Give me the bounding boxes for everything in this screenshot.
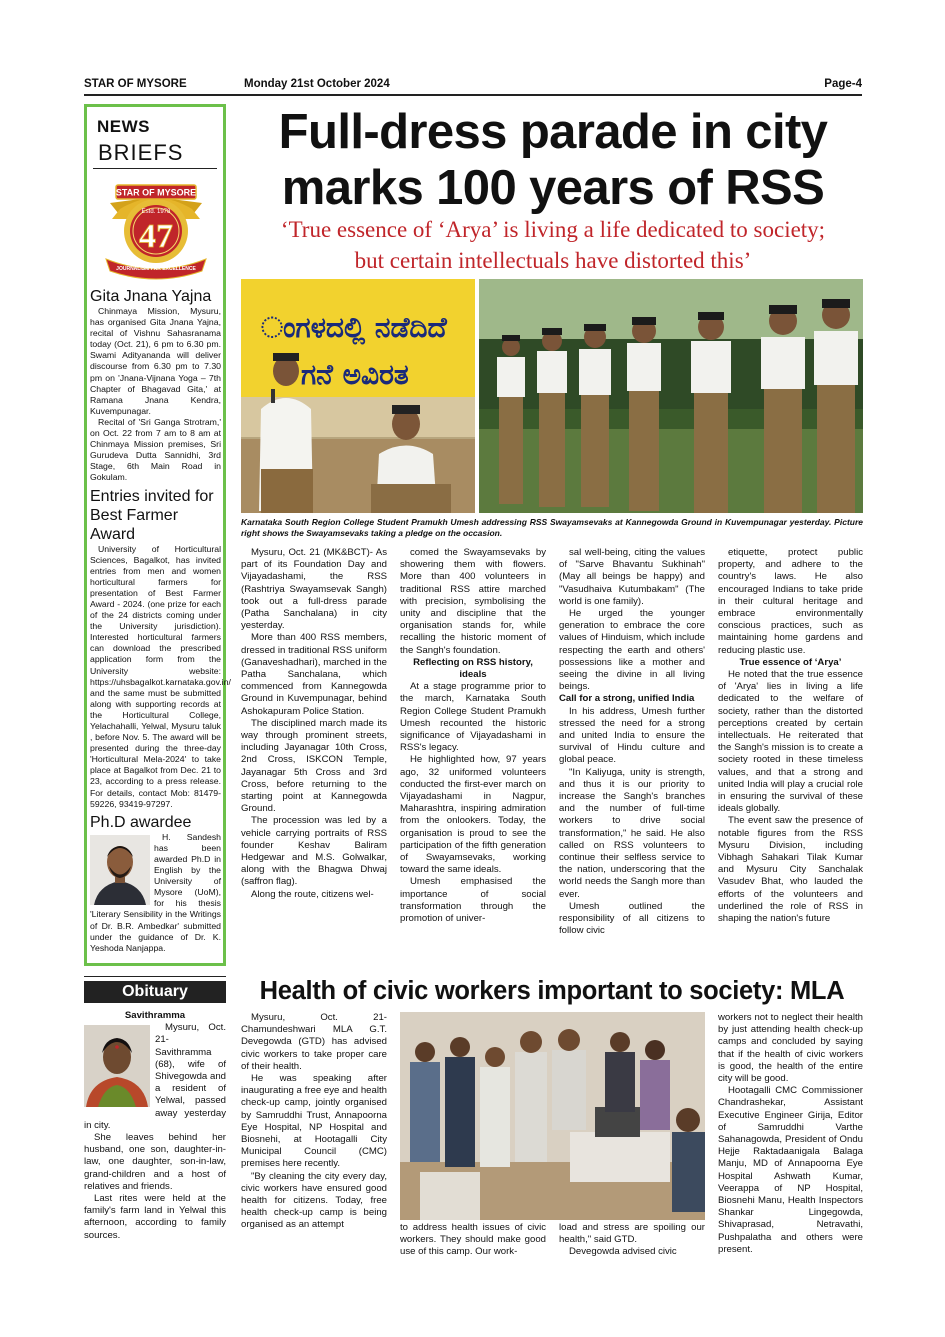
paper-name: STAR OF MYSORE bbox=[84, 78, 187, 90]
obituary-photo bbox=[84, 1025, 150, 1107]
brief-heading: Entries invited for Best Farmer Award bbox=[90, 487, 214, 543]
main-headline: Full-dress parade in city marks 100 years of RSS bbox=[278, 105, 828, 215]
story-column: workers not to neglect their health by just attending health check-up camps and concluded by saying that if the health of civic workers is good, the health of the entire city will be good. Hootagalli CMC Commissioner Chandrashekar, Assistant Executive Engineer Girija, Editor of Samruddhi Varthe Sahanagowda, President of Ondu Hejje Raktadaanigala Balaga Manju, MD of Annapoorna Eye Hospital Ashwath Kumar, Veerappa of NP Hospital, Biosnehi Manu, Health Inspectors Shankar Lingegowda, Shivaprasad, Netravathi, Pushpalatha and others were present. bbox=[718, 1012, 863, 1255]
main-subheadline: ‘True essence of ‘Arya’ is living a life dedicated to society; but certain intellectuals have distorted this’ bbox=[280, 217, 826, 273]
brief-heading: Gita Jnana Yajna bbox=[90, 288, 212, 305]
banner-text: ಗನೆ ಅವಿರತ bbox=[301, 358, 409, 391]
logo-number: 47 bbox=[139, 218, 173, 255]
health-headline: Health of civic workers important to society: MLA bbox=[259, 977, 845, 1005]
obituary-body: Savithramma Mysuru, Oct. 21- Savithramma (68), wife of Shivegowda and a resident of Yelwal, passed away yesterday in city. She leaves behind her husband, one son, daughter-in-law, one daughter, son-in-law, grand-children and a host of relatives and friends. Last rites were held at the family's farm land in Yelwal this afternoon, according to family sources. bbox=[84, 1010, 226, 1241]
briefs-title-top: NEWS bbox=[97, 117, 150, 136]
brief-body: Chinmaya Mission, Mysuru, has organised Gita Jnana Yajna, recital of Vishnu Sahasranama today (Oct. 21), 6 pm to 6.30 pm. Swami Adityananda will deliver discourse from 6.30 pm to 7.30 pm on 'Jnana-Vijnana Yoga – 7th Chapter of Bhagavad Gita,' at Ramana Jnana Kendra, Kuvempunagar. Recital of 'Sri Ganga Strotram,' on Oct. 22 from 7 am to 8 am at Chinmaya Mission premises, Sri Gurudeva Dutta Sannidhi, 3rd Stage, 6th Main Road in Gokulam. bbox=[90, 306, 221, 483]
photo-swayamsevaks-pledge bbox=[479, 279, 863, 513]
briefs-title-bottom: BRIEFS bbox=[98, 140, 184, 165]
section-subhead: True essence of ‘Arya’ bbox=[739, 656, 842, 668]
logo-top-text: STAR OF MYSORE bbox=[115, 187, 197, 198]
story-column: comed the Swayamsevaks by showering them with flowers. More than 400 volunteers in traditional RSS attire marched with precision, symbolising the unity and discipline that the organisation stands for, while recalling the historic moment of the Sangh's foundation. Reflecting on RSS history, ideals At a stage programme prior to the march, Karnataka South Region College Student Pramukh Umesh recounted the historic significance of Vijayadashami in RSS's legacy. He highlighted how, 97 years ago, 32 uniformed volunteers conducted the first-ever march on Vijayadashami in Nagpur, Maharashtra, inspiring admiration from the onlookers. Today, the organisation is proud to see the participation of the fifth generation of Swayamsevaks, working toward the same ideals. Umesh emphasised the importance of social transformation through the promotion of univer- bbox=[400, 547, 546, 925]
story-column: sal well-being, citing the values of "Sarve Bhavantu Sukhinah" (May all beings be happy) and "Vasudhaiva Kutumbakam" (The world is one family). He urged the younger generation to embrace the core values of Hinduism, which include respecting the earth and others' possessions like a mother and seeing the divine in all living beings. Call for a strong, unified India In his address, Umesh further stressed the need for a strong and united India to ensure the survival of Hindu culture and global peace. "In Kaliyuga, unity is strength, and thus it is our priority to increase the Sangh's branches and the number of full-time workers to drive social transformation," he said. He also called on RSS volunteers to continue their selfless service to the nation, underscoring that the world needs the Sangh more than ever. Umesh outlined the responsibility of all citizens to follow civic bbox=[559, 547, 705, 937]
news-briefs-box bbox=[84, 104, 231, 966]
obituary-title: Obituary bbox=[84, 981, 226, 1003]
story-column: load and stress are spoiling our health," said GTD. Devegowda advised civic bbox=[559, 1222, 705, 1258]
page-number: Page-4 bbox=[824, 78, 862, 90]
obituary-name: Savithramma bbox=[124, 1010, 186, 1021]
brief-body: H. Sandesh has been awarded Ph.D in English by the University of Mysore (UoM), for his thesis 'Literary Sensibility in the Writings of Dr. B.R. Ambedkar' submitted under the guidance of Dr. K. Yeshoda Nanjappa. bbox=[90, 831, 221, 953]
story-column: to address health issues of civic workers. They should make good use of this camp. Our work- bbox=[400, 1222, 546, 1258]
story-column: etiquette, protect public property, and adhere to the country's laws. He also encouraged Indians to take pride in their cultural heritage and embrace environmentally conscious practices, such as maintaining home gardens and reducing plastic use. True essence of ‘Arya’ He noted that the true essence of 'Arya' lies in living a life dedicated to the welfare of society, rather than the distorted perceptions created by certain intellectuals. He reiterated that the Sangh's mission is to create a society rooted in these timeless values, and that a strong and united India will play a crucial role in ensuring the survival of these ideals globally. The event saw the presence of notable figures from the RSS Mysuru Division, including Vibhagh Sahakari Tilak Kumar and Mysuru City Sanchalak Vasudev Bhat, who lauded the efforts of the volunteers and underlined the role of RSS in shaping the nation's future bbox=[718, 547, 863, 925]
logo-estd: Estd. 1978 bbox=[141, 209, 171, 215]
photo-speaker-stage bbox=[241, 279, 475, 513]
story-column: Mysuru, Oct. 21 (MK&BCT)- As part of its Foundation Day and Vijayadashami, the RSS (Rashtriya Swayamsevak Sangh) took out a full-dress parade (Patha Sanchalana) in city yesterday. More than 400 RSS members, dressed in traditional RSS uniform (Ganaveshadhari), marched in the Patha Sanchalana, which commenced from Kannegowda Ground in Kuvempunagar, behind Ashokapuram Police Station. The disciplined march made its way through prominent streets, including Jayanagar 10th Cross, 2nd Cross, ISKCON Temple, Jayanagar 5th Cross and 3rd Cross, before returning to the starting point at Kannegowda Ground. The procession was led by a vehicle carrying portraits of RSS founder Keshav Baliram Hedgewar and M.S. Golwalkar, along with the Bhagwa Dhwaj (saffron flag). Along the route, citizens wel- bbox=[241, 547, 387, 900]
banner-text: ಂಗಳದಲ್ಲಿ ನಡೆದಿದೆ bbox=[261, 311, 447, 344]
logo-ribbon: JOURNALISM PAR EXCELLENCE bbox=[116, 266, 196, 272]
briefs-items bbox=[90, 287, 231, 954]
star-of-mysore-47-logo bbox=[90, 179, 222, 281]
story-column: Mysuru, Oct. 21- Chamundeshwari MLA G.T. Devegowda (GTD) has advised civic workers to take proper care of their health. He was speaking after inaugurating a free eye and health check-up camp, jointly organised by Samruddhi Trust, Annapoorna Eye Hospital, NP Hospital and Biosnehi, at Hootagalli City Municipal Council (CMC) premises here recently. "By cleaning the city every day, civic workers have ensured good health for citizens. Today, free health check-up camp is being organised as an attempt bbox=[241, 1012, 387, 1231]
masthead-bar bbox=[84, 76, 862, 96]
brief-body: University of Horticultural Sciences, Bagalkot, has invited entries from men and women horticultural farmers for presentation of Best Farmer Award - 2024. (one prize for each of the 24 districts coming under the University jurisdiction). Interested horticultural farmers can download the prescribed application form from the University website: https://uhsbagalkot.karnataka.gov.in/ and the same must be submitted along with supporting records at the Horticultural College, Yelachahalli, Yelwal, Mysuru taluk , before Nov. 5. The award will be presented during the three-day 'Horticultural Mela-2024' to take place at Bagalkot from Dec. 21 to 23, according to a press release. For details, contact Mob: 81479-59226, 93419-97297. bbox=[90, 543, 231, 809]
photo-health-camp bbox=[400, 1012, 705, 1220]
phd-awardee-photo bbox=[90, 835, 150, 905]
photo-caption: Karnataka South Region College Student Pramukh Umesh addressing RSS Swayamsevaks at Kannegowda Ground in Kuvempunagar yesterday. Picture right shows the Swayamsevaks taking a pledge on the occasion. bbox=[241, 517, 863, 538]
brief-heading: Ph.D awardee bbox=[90, 813, 192, 831]
section-subhead: Call for a strong, unified India bbox=[559, 693, 695, 705]
section-subhead: Reflecting on RSS history, ideals bbox=[413, 656, 533, 681]
issue-date: Monday 21st October 2024 bbox=[244, 78, 390, 90]
